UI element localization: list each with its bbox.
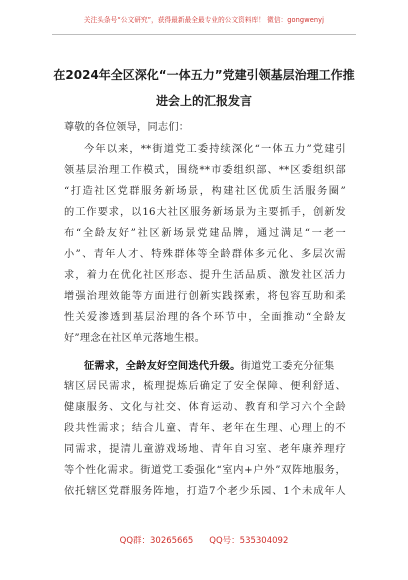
header-promo-text: 关注头条号“公文研究”，获得最新最全最专业的公文资料库！ 微信：gongwenyj: [83, 16, 325, 24]
body-line: 领基层治理工作模式，围绕**市委组织部、**区委组织部: [64, 165, 346, 176]
section-1-lead-text: 街道党工委充分征集: [240, 361, 335, 372]
footer-contact: [0, 534, 408, 546]
footer-qq-number: QQ号：535304092: [209, 536, 289, 546]
body-line: “打造社区党群服务新场景，构建社区优质生活服务圈”: [64, 186, 346, 197]
section-1-first-line: [84, 358, 346, 374]
body-line: 健康服务、文化与社交、体育运动、教育和学习六个全龄: [64, 402, 346, 413]
document-title-line-2: 进会上的汇报发言: [155, 94, 252, 108]
body-line: 今年以来，**街道党工委持续深化“一体五力”党建引: [84, 144, 346, 155]
body-line: 辖区居民需求，梳理提炼后确定了安全保障、便利舒适、: [64, 381, 346, 392]
salutation: 尊敬的各位领导，同志们：: [64, 122, 190, 133]
body-line: 等个性化需求。街道党工委强化“室内+户外”双阵地服务，: [64, 465, 346, 476]
body-line: 小”、青年人才、特殊群体等全龄群体多元化、多层次需: [64, 249, 346, 260]
body-line: 的工作要求，以16大社区服务新场景为主要抓手，创新发: [64, 207, 346, 218]
header-divider: [52, 34, 356, 35]
document-title-line-1: 在2024年全区深化“一体五力”党建引领基层治理工作推: [53, 68, 355, 82]
body-line: 布“全龄友好”社区新场景党建品牌，通过满足“一老一: [64, 228, 346, 239]
body-line: 增强治理效能等方面进行创新实践探索，将包容互助和柔: [64, 291, 346, 302]
body-line: 性关爱渗透到基层治理的各个环节中，全面推动“全龄友: [64, 312, 346, 323]
body-line: 好”理念在社区单元落地生根。: [64, 333, 206, 344]
body-line: 同需求，提清儿童游戏场地、青年自习室、老年康养理疗: [64, 444, 346, 455]
body-line: 依托辖区党群服务阵地，打造7个老少乐园、1个未成年人: [64, 486, 346, 497]
body-line: 段共性需求；结合儿童、青年、老年在生理、心理上的不: [64, 423, 346, 434]
section-1-heading: 征需求，全龄友好空间迭代升级。: [84, 360, 241, 372]
footer-qq-group: QQ群：30265665: [119, 536, 194, 546]
body-line: 求，着力在优化社区形态、提升生活品质、激发社区活力: [64, 270, 346, 281]
